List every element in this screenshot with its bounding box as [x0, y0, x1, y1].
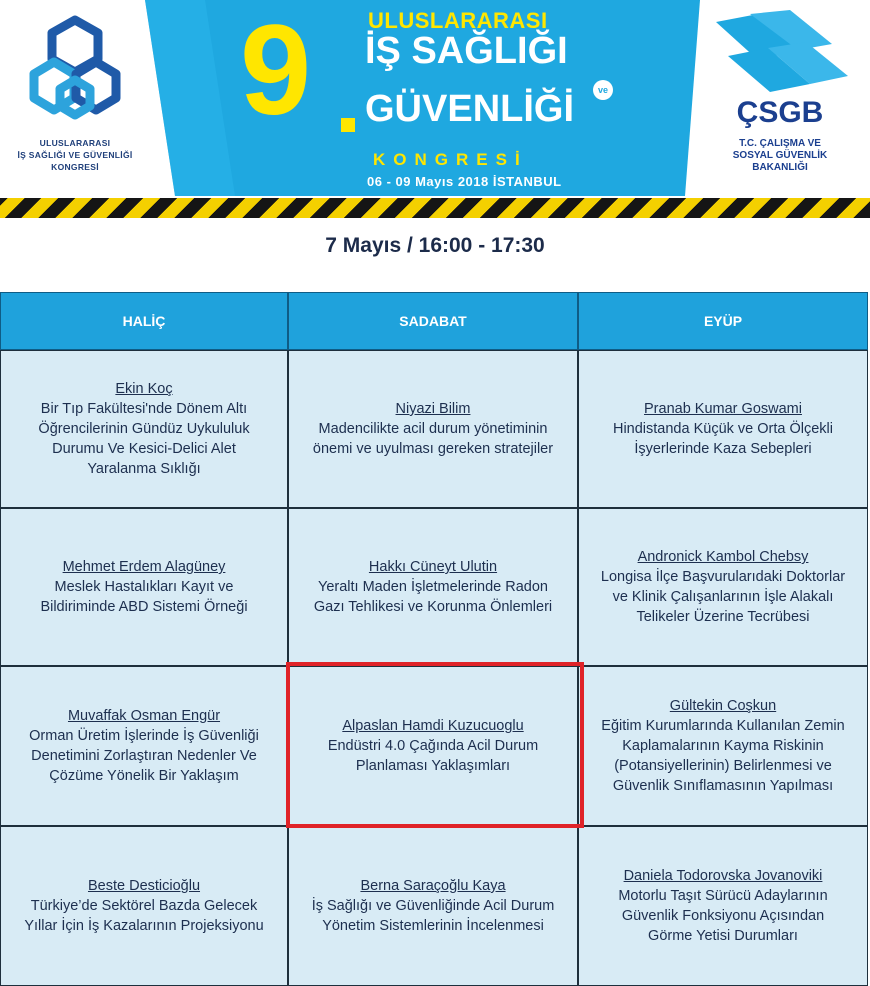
- banner-line-2: İŞ SAĞLIĞI: [365, 30, 568, 72]
- session-cell[interactable]: [0, 350, 288, 508]
- talk-topic: Endüstri 4.0 Çağında Acil Durum Planlaması Yaklaşımları: [327, 738, 539, 774]
- column-header-halic: HALİÇ: [0, 292, 288, 350]
- talk-topic: Longisa İlçe Başvurularıdaki Doktorlar ve Klinik Çalışanlarının İşle Alakalı Telikeler Üzerine Tecrübesi: [600, 569, 846, 625]
- csgb-wave-logo-icon: [698, 10, 858, 94]
- ministry-subtitle: [690, 138, 870, 174]
- session-cell[interactable]: [288, 350, 578, 508]
- session-cell[interactable]: [288, 826, 578, 986]
- speaker-name[interactable]: Daniela Todorovska Jovanoviki: [623, 868, 823, 884]
- talk-topic: Meslek Hastalıkları Kayıt ve Bildiriminde ABD Sistemi Örneği: [40, 579, 248, 615]
- session-cell[interactable]: [0, 666, 288, 826]
- speaker-name[interactable]: Muvaffak Osman Engür: [67, 708, 221, 724]
- speaker-name[interactable]: Beste Desticioğlu: [87, 878, 201, 894]
- speaker-name[interactable]: Mehmet Erdem Alagüney: [62, 559, 226, 575]
- left-logo-line-1: ULUSLARARASI: [39, 138, 111, 148]
- banner-line-4: KONGRESİ: [373, 150, 528, 169]
- congress-logo: [0, 14, 150, 184]
- session-cell[interactable]: [0, 826, 288, 986]
- talk-topic: Eğitim Kurumlarında Kullanılan Zemin Kaplamalarının Kayma Riskinin (Potansiyellerinin) Belirlenmesi ve Güvenlik Sınıflamasının Yapılması: [601, 718, 845, 794]
- speaker-name[interactable]: Niyazi Bilim: [395, 401, 471, 417]
- speaker-name[interactable]: Berna Saraçoğlu Kaya: [360, 878, 506, 894]
- speaker-name[interactable]: Hakkı Cüneyt Ulutin: [368, 559, 498, 575]
- highlighted-session-box: [286, 662, 584, 828]
- banner-ve-badge: ve: [593, 80, 613, 100]
- talk-topic: Hindistanda Küçük ve Orta Ölçekli İşyerlerinde Kaza Sebepleri: [612, 421, 833, 457]
- left-logo-line-3: KONGRESİ: [51, 162, 99, 172]
- column-header-eyup: EYÜP: [578, 292, 868, 350]
- ministry-subtitle-line-1: T.C. ÇALIŞMA VE: [739, 138, 821, 149]
- schedule-table: [0, 292, 870, 986]
- ministry-logo: [690, 0, 870, 196]
- talk-topic: Yeraltı Maden İşletmelerinde Radon Gazı Tehlikesi ve Korunma Önlemleri: [313, 579, 553, 615]
- session-cell[interactable]: [0, 508, 288, 666]
- speaker-name[interactable]: Ekin Koç: [115, 381, 173, 397]
- speaker-name[interactable]: Andronick Kambol Chebsy: [637, 549, 809, 565]
- congress-number-dot: [341, 118, 355, 132]
- talk-topic: Bir Tıp Fakültesi'nde Dönem Altı Öğrencilerinin Gündüz Uykululuk Durumu Ve Kesici-Delici Alet Yaralanma Sıklığı: [38, 401, 250, 477]
- speaker-name[interactable]: Gültekin Coşkun: [669, 698, 777, 714]
- left-logo-line-2: İŞ SAĞLIĞI VE GÜVENLİĞİ: [17, 150, 133, 160]
- talk-topic: Motorlu Taşıt Sürücü Adaylarının Güvenlik Fonksiyonu Açısından Görme Yetisi Durumları: [618, 888, 828, 944]
- session-cell[interactable]: [288, 508, 578, 666]
- speaker-name[interactable]: Alpaslan Hamdi Kuzucuoglu: [342, 718, 524, 734]
- column-header-sadabat: SADABAT: [288, 292, 578, 350]
- session-cell[interactable]: [578, 826, 868, 986]
- ministry-subtitle-line-3: BAKANLIĞI: [752, 162, 808, 173]
- hazard-stripe: [0, 198, 870, 218]
- congress-header: [0, 0, 870, 196]
- talk-topic: İş Sağlığı ve Güvenliğinde Acil Durum Yönetim Sistemlerinin İncelenmesi: [311, 898, 555, 934]
- session-cell[interactable]: [578, 508, 868, 666]
- banner-dates: 06 - 09 Mayıs 2018 İSTANBUL: [367, 174, 562, 189]
- banner-line-3: GÜVENLİĞİ: [365, 88, 575, 130]
- ministry-subtitle-line-2: SOSYAL GÜVENLİK: [732, 150, 828, 161]
- hexagon-cluster-logo-icon: [28, 14, 122, 132]
- congress-number: 9: [240, 0, 308, 142]
- session-cell[interactable]: [578, 666, 868, 826]
- banner-line-1: ULUSLARARASI: [368, 8, 548, 33]
- talk-topic: Madencilikte acil durum yönetiminin önemi ve uyulması gereken stratejiler: [312, 421, 554, 457]
- talk-topic: Türkiye’de Sektörel Bazda Gelecek Yıllar İçin İş Kazalarının Projeksiyonu: [24, 898, 264, 934]
- ministry-name: ÇSGB: [736, 96, 824, 129]
- session-cell[interactable]: [578, 350, 868, 508]
- congress-banner: [145, 0, 700, 196]
- session-title: 7 Mayıs / 16:00 - 17:30: [325, 234, 545, 257]
- talk-topic: Orman Üretim İşlerinde İş Güvenliği Denetimini Zorlaştıran Nedenler Ve Çözüme Yönelik Bir Yaklaşım: [29, 728, 259, 784]
- speaker-name[interactable]: Pranab Kumar Goswami: [644, 401, 802, 417]
